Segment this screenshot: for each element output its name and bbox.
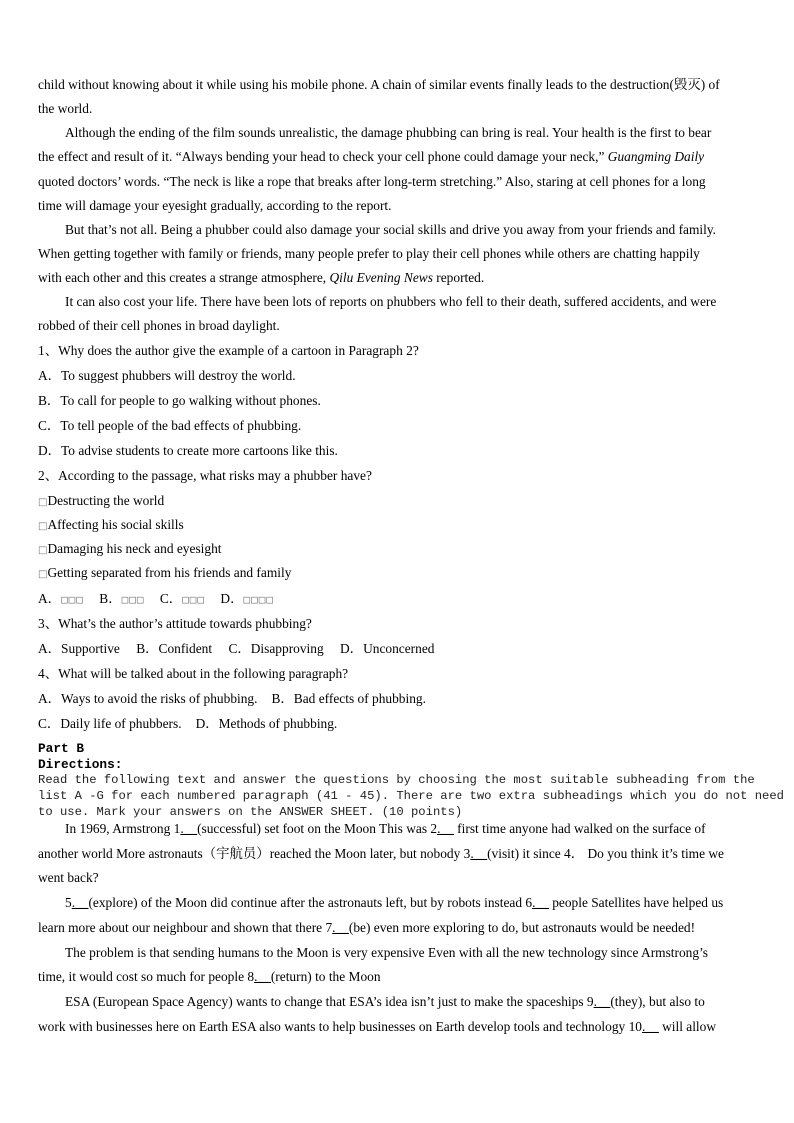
circled-number-icon: □ [38, 497, 48, 508]
options-row: A．Ways to avoid the risks of phubbing. B．Bad effects of phubbing. [38, 691, 426, 706]
question-stem: 3、What’s the author’s attitude towards phubbing? [38, 616, 312, 631]
passage-line: It can also cost your life. There have been lots of reports on phubbers who fell to their death, suffered accidents, and were [65, 294, 717, 309]
options-row: A．Supportive B．Confident C．Disapproving D．Unconcerned [38, 641, 435, 656]
cloze-line: another world More astronauts（宇航员）reached the Moon later, but nobody 3.__(visit) it since 4． Do you think it’s time we [38, 846, 724, 861]
directions-text: list A -G for each numbered paragraph (41 - 45). There are two extra subheadings which you do not need [38, 789, 784, 803]
options-row: A．□□□ B．□□□ C．□□□ D．□□□□ [38, 591, 274, 606]
passage-line: When getting together with family or friends, many people prefer to play their cell phones while others are chatting happily [38, 246, 700, 261]
circled-number-icon: □ [38, 545, 48, 556]
passage-line: with each other and this creates a strange atmosphere, Qilu Evening News reported. [38, 270, 485, 285]
option-c: C．To tell people of the bad effects of phubbing. [38, 418, 302, 433]
list-item: □Damaging his neck and eyesight [38, 541, 222, 556]
passage-line: quoted doctors’ words. “The neck is like a rope that breaks after long-term stretching.” Also, staring at cell phones for a long [38, 174, 706, 189]
section-heading: Part B [38, 741, 85, 756]
cloze-line: work with businesses here on Earth ESA also wants to help businesses on Earth develop tools and technology 10.__ will allow [38, 1019, 717, 1034]
passage-line: child without knowing about it while using his mobile phone. A chain of similar events finally leads to the destruction(毁灭) of [38, 77, 720, 92]
cloze-line: In 1969, Armstrong 1.__(successful) set foot on the Moon This was 2.__ first time anyone had walked on the surface of [65, 821, 706, 836]
blank: .__ [71, 895, 89, 910]
question-stem: 4、What will be talked about in the following paragraph? [38, 666, 349, 681]
passage-line: the effect and result of it. “Always bending your head to check your cell phone could damage your neck,” Guangming Daily [38, 149, 705, 164]
cloze-line: 5.__(explore) of the Moon did continue after the astronauts left, but by robots instead 6.__ people Satellites have helped us [65, 895, 724, 910]
blank: .__ [254, 969, 271, 984]
question-stem: 1、Why does the author give the example of a cartoon in Paragraph 2? [38, 343, 419, 358]
cloze-line: went back? [38, 870, 99, 885]
blank: .__ [332, 920, 349, 935]
cloze-line: learn more about our neighbour and shown that there 7.__(be) even more exploring to do, but astronauts would be needed! [38, 920, 696, 935]
question-stem: 2、According to the passage, what risks may a phubber have? [38, 468, 372, 483]
list-item: □Getting separated from his friends and family [38, 565, 292, 580]
passage-line: the world. [38, 101, 93, 116]
cloze-line: The problem is that sending humans to the Moon is very expensive Even with all the new technology since Armstrong’s [65, 945, 709, 960]
blank: .__ [470, 846, 488, 861]
newspaper-title: Qilu Evening News [329, 270, 433, 285]
newspaper-title: Guangming Daily [607, 149, 705, 164]
circled-number-icon: □ [38, 569, 48, 580]
blank: .__ [532, 895, 549, 910]
passage-line: Although the ending of the film sounds unrealistic, the damage phubbing can bring is real. Your health is the first to bear [65, 125, 712, 140]
blank: .__ [437, 821, 454, 836]
options-row: C．Daily life of phubbers. D．Methods of phubbing. [38, 716, 338, 731]
passage-line: But that’s not all. Being a phubber could also damage your social skills and drive you away from your friends and family. [65, 222, 717, 237]
directions-text: Read the following text and answer the questions by choosing the most suitable subheading from the [38, 773, 755, 787]
list-item: □Affecting his social skills [38, 517, 184, 532]
circled-number-icon: □ [38, 521, 48, 532]
passage-line: robbed of their cell phones in broad daylight. [38, 318, 280, 333]
passage-line: time will damage your eyesight gradually, according to the report. [38, 198, 392, 213]
option-b: B．To call for people to go walking without phones. [38, 393, 321, 408]
blank: .__ [641, 1019, 659, 1034]
directions-label: Directions: [38, 757, 123, 772]
list-item: □Destructing the world [38, 493, 165, 508]
cloze-line: time, it would cost so much for people 8.__(return) to the Moon [38, 969, 381, 984]
blank: .__ [180, 821, 198, 836]
option-a: A．To suggest phubbers will destroy the world. [38, 368, 296, 383]
blank: .__ [593, 994, 611, 1009]
option-d: D．To advise students to create more cartoons like this. [38, 443, 338, 458]
directions-text: to use. Mark your answers on the ANSWER SHEET. (10 points) [38, 805, 463, 819]
cloze-line: ESA (European Space Agency) wants to change that ESA’s idea isn’t just to make the spaceships 9.__(they), but also to [65, 994, 705, 1009]
